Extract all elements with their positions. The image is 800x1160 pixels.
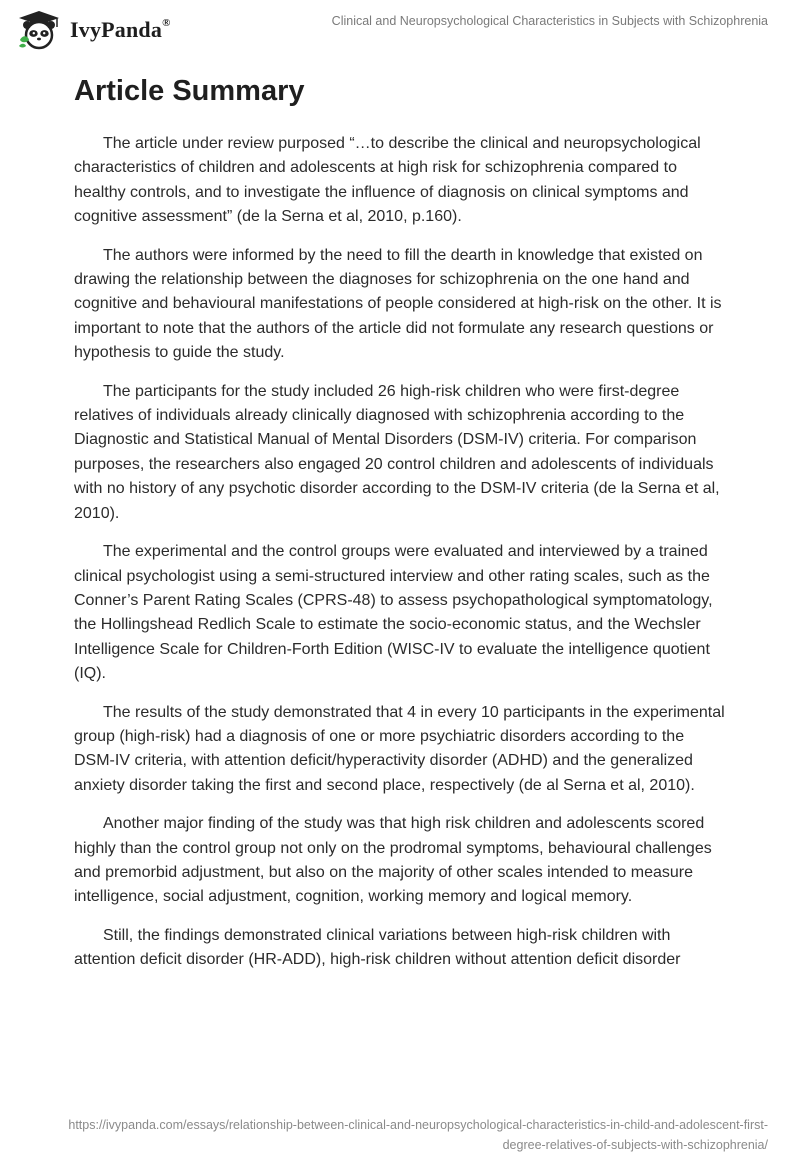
article-body: [74, 72, 728, 987]
paragraph: The participants for the study included 26 high-risk children who were first-degree relatives of individuals already clinically diagnosed with schizophrenia according to the Diagnostic and Statistical Manual of Mental Disorders (DSM-IV) criteria. For comparison purposes, the researchers also engaged 20 control children and adolescents of individuals with no history of any psychotic disorder according to the DSM-IV criteria (de la Serna et al, 2010).: [74, 382, 720, 522]
paragraph: The experimental and the control groups were evaluated and interviewed by a trained clinical psychologist using a semi-structured interview and other rating scales, such as the Conner’s Parent Rating Scales (CPRS-48) to assess psychopathological symptomatology, the Hollingshead Redlich Scale to estimate the socio-economic status, and the Wechsler Intelligence Scale for Children-Forth Edition (WISC-IV to evaluate the intelligence quotient (IQ).: [74, 543, 713, 683]
paragraph: The results of the study demonstrated that 4 in every 10 participants in the experimental group (high-risk) had a diagnosis of one or more psychiatric disorders according to the DSM-IV criteria, with attention deficit/hyperactivity disorder (ADHD) and the generalized anxiety disorder taking the first and second place, respectively (de al Serna et al, 2010).: [74, 703, 725, 794]
source-url[interactable]: [48, 1115, 768, 1155]
article-heading: Article Summary: [74, 75, 305, 107]
paragraph: Still, the findings demonstrated clinical variations between high-risk children with attention deficit disorder (HR-ADD), high-risk children without attention deficit disorder: [74, 926, 681, 969]
document-title: Clinical and Neuropsychological Characteristics in Subjects with Schizophrenia: [331, 14, 768, 28]
source-url-line: degree-relatives-of-subjects-with-schizophrenia/: [502, 1138, 768, 1152]
paragraph: Another major finding of the study was that high risk children and adolescents scored highly than the control group not only on the prodromal symptoms, behavioural challenges and premorbid adjustment, but also on the majority of other scales intended to measure intelligence, social adjustment, cognition, working memory and logical memory.: [74, 815, 712, 906]
paragraph: The article under review purposed “…to describe the clinical and neuropsychological characteristics of children and adolescents at high risk for schizophrenia compared to healthy controls, and to investigate the influence of diagnosis on clinical symptoms and cognitive assessment” (de la Serna et al, 2010, p.160).: [74, 135, 701, 226]
panda-graduate-icon: [16, 10, 62, 50]
brand-logo[interactable]: [16, 10, 171, 50]
brand-name: IvyPanda®: [70, 16, 171, 42]
source-url-line: https://ivypanda.com/essays/relationship-between-clinical-and-neuropsychological-characteristics-in-child-and-adolescent-first-: [68, 1118, 768, 1132]
page-header: [0, 0, 800, 60]
paragraph: The authors were informed by the need to fill the dearth in knowledge that existed on drawing the relationship between the diagnoses for schizophrenia on the one hand and cognitive and behavioural manifestations of people considered at high-risk on the other. It is important to note that the authors of the article did not formulate any research questions or hypothesis to guide the study.: [74, 246, 722, 362]
